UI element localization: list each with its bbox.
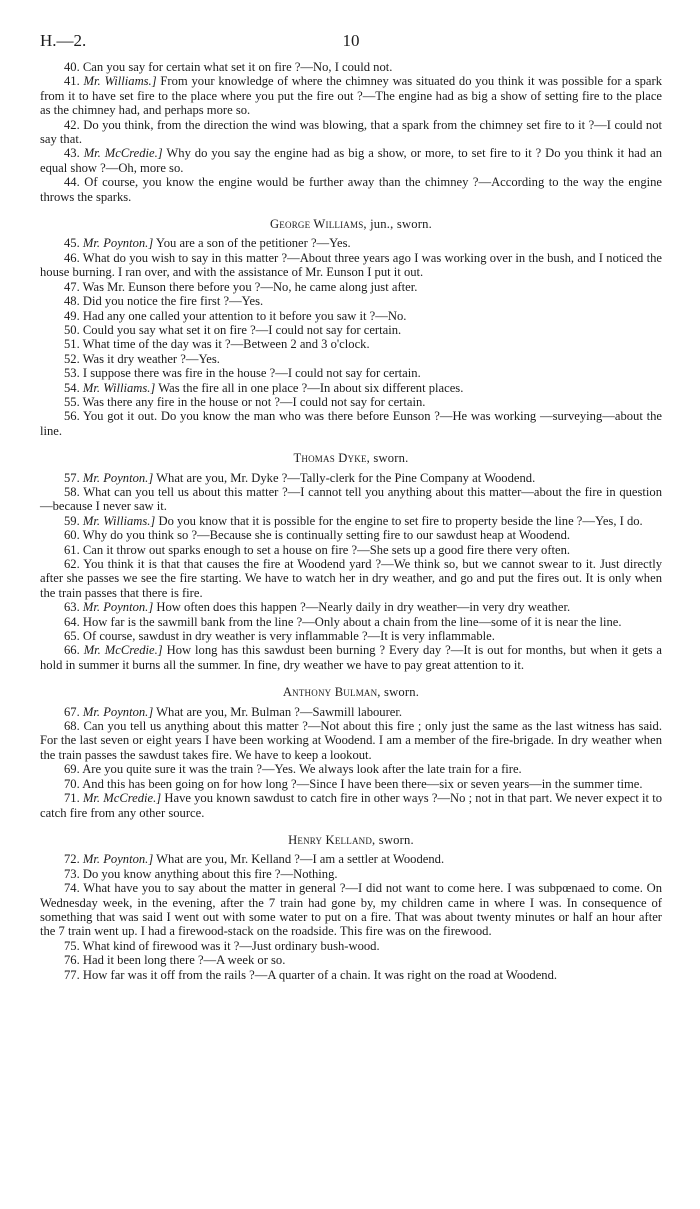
question-paragraph: [40, 953, 662, 967]
question-text: 76. Had it been long there ?—A week or so.: [64, 953, 286, 968]
question-paragraph: [40, 323, 662, 337]
question-paragraph: [40, 615, 662, 629]
question-number: 43.: [64, 146, 80, 161]
question-paragraph: [40, 236, 662, 250]
question-paragraph: [40, 294, 662, 308]
question-paragraph: [40, 309, 662, 323]
question-paragraph: [40, 60, 662, 74]
question-number: 45.: [64, 236, 80, 251]
question-text: 40. Can you say for certain what set it on fire ?—No, I could not.: [64, 60, 393, 74]
question-text: 70. And this has been going on for how long ?—Since I have been there—six or seven years—in the summer time.: [64, 776, 643, 791]
question-text: What are you, Mr. Dyke ?—Tally-clerk for the Pine Company at Woodend.: [156, 470, 536, 485]
question-paragraph: [40, 366, 662, 380]
question-text: 46. What do you wish to say in this matter ?—About three years ago I was working over in the bush, and I noticed the house burning. I ran over, and with the assistance of Mr. Eunson I put it out.: [40, 250, 662, 280]
question-text: 56. You got it out. Do you know the man who was there before Eunson ?—He was working —surveying—about the line.: [40, 409, 662, 438]
question-text: 68. Can you tell us anything about this matter ?—Not about this fire ; only just the same as the last witness has said. For the last seven or eight years I have been working at Woodend. I am a member of the fire-brigade. In dry weather when the train passes the sawdust takes fire. We have to keep a lookout.: [40, 719, 662, 762]
page-header: [40, 31, 662, 56]
document-reference: H.—2.: [40, 31, 87, 50]
examiner-name: Mr. Poynton.]: [82, 600, 154, 615]
question-paragraph: [40, 762, 662, 776]
question-text: Do you know that it is possible for the engine to set fire to property beside the line ?—Yes, I do.: [158, 513, 643, 528]
question-text: 64. How far is the sawmill bank from the line ?—Only about a chain from the line—some of it is near the line.: [64, 614, 622, 629]
question-number: 63.: [64, 600, 80, 615]
question-text: 42. Do you think, from the direction the wind was blowing, that a spark from the chimney set fire to it ?—I could not say that.: [40, 117, 662, 147]
question-paragraph: [40, 251, 662, 280]
question-text: 53. I suppose there was fire in the house ?—I could not say for certain.: [64, 366, 421, 381]
witness-name: George Williams: [270, 217, 364, 232]
examiner-name: Mr. McCredie.]: [83, 146, 163, 161]
question-paragraph: [40, 485, 662, 514]
examiner-name: Mr. Williams.]: [82, 513, 156, 528]
question-text: 73. Do you know anything about this fire ?—Nothing.: [64, 866, 338, 881]
witness-sworn: , sworn.: [377, 685, 420, 700]
question-paragraph: [40, 395, 662, 409]
question-text: How often does this happen ?—Nearly daily in dry weather—in very dry weather.: [156, 600, 571, 615]
question-paragraph: [40, 528, 662, 542]
question-paragraph: [40, 118, 662, 147]
question-paragraph: [40, 777, 662, 791]
question-paragraph: [40, 557, 662, 600]
question-paragraph: [40, 705, 662, 719]
question-paragraph: [40, 543, 662, 557]
question-paragraph: [40, 939, 662, 953]
question-paragraph: [40, 175, 662, 204]
question-text: Why do you say the engine had as big a show, or more, to set fire to it ? Do you think it had an equal show ?—Oh, more so.: [40, 146, 663, 175]
question-paragraph: [40, 791, 662, 820]
question-paragraph: [40, 409, 662, 438]
question-paragraph: [40, 352, 662, 366]
question-number: 54.: [64, 380, 80, 395]
question-text: 60. Why do you think so ?—Because she is continually setting fire to our sawdust heap at Woodend.: [64, 528, 571, 543]
page-number: 10: [342, 31, 360, 50]
question-paragraph: [40, 968, 662, 982]
question-paragraph: [40, 867, 662, 881]
question-text: 69. Are you quite sure it was the train ?—Yes. We always look after the late train for a fire.: [64, 762, 522, 777]
question-number: 71.: [64, 791, 80, 806]
question-paragraph: [40, 719, 662, 762]
question-text: 61. Can it throw out sparks enough to set a house on fire ?—She sets up a good fire there very often.: [64, 542, 571, 557]
examiner-name: Mr. Poynton.]: [82, 470, 154, 485]
question-text: How long has this sawdust been burning ? Every day ?—It is out for months, but when it gets a hold in summer it burns all the summer. In fine, dry weather we have to pay great attention to it.: [40, 643, 663, 672]
question-text: What are you, Mr. Kelland ?—I am a settler at Woodend.: [156, 852, 445, 867]
question-text: 51. What time of the day was it ?—Between 2 and 3 o'clock.: [64, 337, 370, 352]
examiner-name: Mr. Poynton.]: [82, 236, 154, 251]
question-text: From your knowledge of where the chimney was situated do you think it was possible for a spark from it to have set fire to the place where you put the fire out ?—The engine had as big a show of setting fire to the place as the chimney had, and perhaps more so.: [40, 74, 662, 118]
question-text: 49. Had any one called your attention to it before you saw it ?—No.: [64, 308, 407, 323]
witness-name: Thomas Dyke: [293, 451, 367, 466]
question-paragraph: [40, 881, 662, 939]
examiner-name: Mr. McCredie.]: [83, 643, 163, 658]
question-paragraph: [40, 852, 662, 866]
witness-heading: [40, 685, 662, 699]
question-paragraph: [40, 600, 662, 614]
question-text: 50. Could you say what set it on fire ?—I could not say for certain.: [64, 322, 402, 337]
question-text: 44. Of course, you know the engine would be further away than the chimney ?—According to the way the engine throws the sparks.: [40, 175, 662, 204]
witness-sworn: , sworn.: [366, 451, 409, 466]
question-text: 65. Of course, sawdust in dry weather is very inflammable ?—It is very inflammable.: [64, 629, 495, 644]
witness-name: Anthony Bulman: [282, 685, 378, 700]
examiner-name: Mr. Williams.]: [82, 380, 156, 395]
question-text: 58. What can you tell us about this matter ?—I cannot tell you anything about this matter—about the fire in question—because I never saw it.: [40, 484, 662, 514]
question-text: 74. What have you to say about the matter in general ?—I did not want to come here. I was subpœnaed to come. On Wednesday week, in the evening, after the 7 train had gone by, my children came in where I was. In consequence of something that was said I went out with some water to put on a fire. That was about twenty minutes or half an hour after the 7 train went up. I had a firewood-stack on the roadside. This fire was on the firewood.: [40, 881, 662, 939]
question-text: 75. What kind of firewood was it ?—Just ordinary bush-wood.: [64, 938, 380, 953]
question-paragraph: [40, 514, 662, 528]
examiner-name: Mr. Poynton.]: [82, 852, 154, 867]
witness-heading: [40, 451, 662, 465]
witness-heading: [40, 833, 662, 847]
witness-heading: [40, 217, 662, 231]
examiner-name: Mr. Williams.]: [83, 74, 157, 89]
question-text: 55. Was there any fire in the house or not ?—I could not say for certain.: [64, 394, 426, 409]
examiner-name: Mr. Poynton.]: [82, 704, 154, 719]
examiner-name: Mr. McCredie.]: [82, 791, 162, 806]
question-number: 59.: [64, 513, 80, 528]
question-paragraph: [40, 643, 662, 672]
question-text: You are a son of the petitioner ?—Yes.: [155, 236, 351, 251]
question-text: 52. Was it dry weather ?—Yes.: [64, 351, 220, 366]
question-paragraph: [40, 381, 662, 395]
question-text: 47. Was Mr. Eunson there before you ?—No, he came along just after.: [64, 279, 418, 294]
question-text: 48. Did you notice the fire first ?—Yes.: [64, 294, 264, 309]
question-number: 41.: [64, 74, 80, 89]
question-text: What are you, Mr. Bulman ?—Sawmill labourer.: [156, 704, 403, 719]
question-text: Have you known sawdust to catch fire in other ways ?—No ; not in that part. We never expect it to catch fire from any other source.: [40, 791, 663, 820]
question-paragraph: [40, 337, 662, 351]
question-paragraph: [40, 471, 662, 485]
question-text: Was the fire all in one place ?—In about six different places.: [158, 380, 464, 395]
question-number: 72.: [64, 852, 80, 867]
question-text: 77. How far was it off from the rails ?—A quarter of a chain. It was right on the road at Woodend.: [64, 967, 558, 982]
witness-sworn: , jun., sworn.: [363, 217, 432, 232]
question-text: 62. You think it is that that causes the fire at Woodend yard ?—We think so, but we cannot swear to it. Just directly after she passes we see the fire starting. We have to watch her in dry weather, and go and put the fires out. It is only when the train passes that there is fire.: [40, 557, 662, 600]
question-paragraph: [40, 280, 662, 294]
question-paragraph: [40, 74, 662, 117]
witness-name: Henry Kelland: [288, 832, 373, 847]
question-number: 66.: [64, 643, 80, 658]
witness-sworn: , sworn.: [372, 832, 414, 847]
question-number: 57.: [64, 470, 80, 485]
question-paragraph: [40, 146, 662, 175]
question-number: 67.: [64, 704, 80, 719]
question-paragraph: [40, 629, 662, 643]
testimony-body: [40, 60, 662, 982]
